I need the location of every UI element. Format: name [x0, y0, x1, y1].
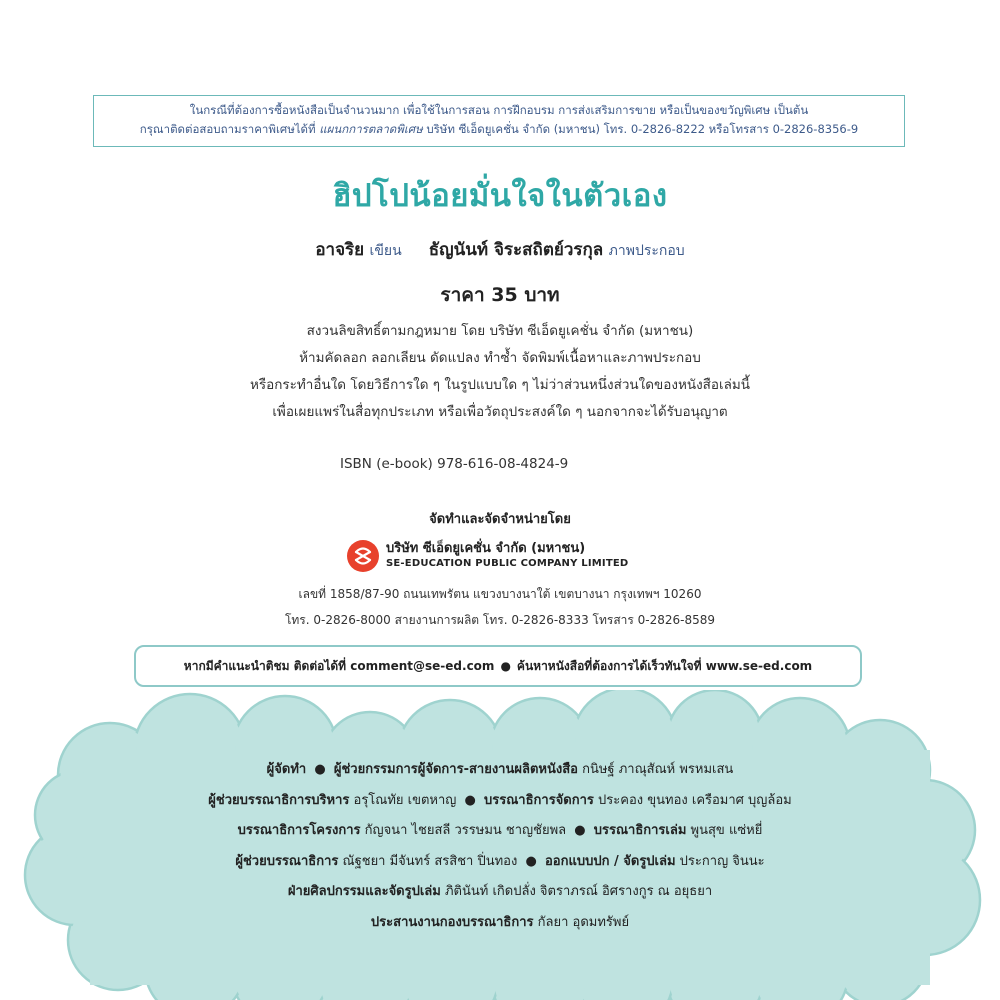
phone-line: โทร. 0-2826-8000 สายงานการผลิต โทร. 0-2826-8333 โทรสาร 0-2826-8589 — [284, 613, 716, 627]
publisher-logo-block — [346, 538, 628, 574]
staff-label: ฝ่ายศิลปกรรมและจัดรูปเล่ม — [287, 884, 441, 899]
staff-label: ผู้ช่วยกรรมการผู้จัดการ-สายงานผลิตหนังสือ — [333, 762, 578, 777]
website-contact: ค้นหาหนังสือที่ต้องการได้เร็วทันใจที่ www.se-ed.com — [516, 658, 813, 673]
bullet-separator: ● — [500, 659, 511, 673]
bullet-separator: ● — [574, 823, 586, 838]
staff-names: อรุโณทัย เขตหาญ — [349, 792, 457, 808]
staff-names: ภิตินันท์ เกิดปลั่ง จิตราภรณ์ อิศรางกูร ณ อยุธยา — [440, 884, 713, 899]
notice-line-2 — [94, 120, 904, 139]
staff-names: พูนสุข แซ่หยี่ — [686, 823, 763, 838]
author-role: เขียน — [369, 243, 402, 259]
notice-line-2-prefix: กรุณาติดต่อสอบถามราคาพิเศษได้ที่ — [139, 122, 320, 136]
author-name: อาจริย — [315, 240, 365, 260]
address-line: เลขที่ 1858/87-90 ถนนเทพรัตน แขวงบางนาใต้ เขตบางนา กรุงเทพฯ 10260 — [298, 587, 702, 601]
staff-label: ออกแบบปก / จัดรูปเล่ม — [544, 853, 676, 869]
notice-line-1: ในกรณีที่ต้องการซื้อหนังสือเป็นจำนวนมาก เพื่อใช้ในการสอน การฝึกอบรม การส่งเสริมการขาย หรือเป็นของขวัญพิเศษ เป็นต้น — [189, 103, 809, 117]
publisher-name-thai: บริษัท ซีเอ็ดยูเคชั่น จำกัด (มหาชน) — [386, 541, 586, 556]
publisher-name-english: SE-EDUCATION PUBLIC COMPANY LIMITED — [386, 558, 629, 569]
illustrator-role: ภาพประกอบ — [608, 243, 685, 259]
staff-names: กัลยา อุดมทรัพย์ — [533, 914, 630, 930]
contact-box — [134, 645, 862, 687]
copyright-line: ห้ามคัดลอก ลอกเลียน ดัดแปลง ทำซ้ำ จัดพิมพ์เนื้อหาและภาพประกอบ — [299, 350, 701, 366]
distributor-heading: จัดทำและจัดจำหน่ายโดย — [429, 512, 571, 527]
staff-row — [0, 816, 1000, 847]
special-marketing-department: แผนกการตลาดพิเศษ — [319, 122, 423, 136]
staff-row — [0, 847, 1000, 878]
credits-line — [0, 236, 1000, 263]
feedback-contact: หากมีคำแนะนำติชม ติดต่อได้ที่ comment@se-ed.com — [183, 658, 495, 673]
staff-label: บรรณาธิการโครงการ — [237, 823, 361, 838]
staff-row — [0, 755, 1000, 786]
notice-line-2-suffix: บริษัท ซีเอ็ดยูเคชั่น จำกัด (มหาชน) โทร. 0-2826-8222 หรือโทรสาร 0-2826-8356-9 — [422, 122, 859, 136]
copyright-line: เพื่อเผยแพร่ในสื่อทุกประเภท หรือเพื่อวัตถุประสงค์ใด ๆ นอกจากจะได้รับอนุญาต — [272, 404, 728, 420]
staff-row — [0, 908, 1000, 939]
staff-names: ประกาญ จินนะ — [675, 853, 765, 869]
bullet-separator: ● — [525, 853, 537, 869]
staff-names: กัญจนา ไชยสลี วรรษมน ชาญชัยพล — [360, 823, 567, 838]
copyright-line: สงวนลิขสิทธิ์ตามกฎหมาย โดย บริษัท ซีเอ็ดยูเคชั่น จำกัด (มหาชน) — [306, 323, 694, 339]
book-title: ฮิปโปน้อยมั่นใจในตัวเอง — [332, 178, 668, 214]
staff-credits — [0, 755, 1000, 938]
staff-names: ณัฐชยา มีจันทร์ สรสิชา ปิ่นทอง — [338, 853, 518, 869]
staff-names: ประคอง ขุนทอง เครือมาศ บุญล้อม — [593, 792, 792, 808]
staff-row — [0, 786, 1000, 817]
copyright-line: หรือกระทำอื่นใด โดยวิธีการใด ๆ ในรูปแบบใด ๆ ไม่ว่าส่วนหนึ่งส่วนใดของหนังสือเล่มนี้ — [249, 377, 751, 393]
staff-label: ผู้ช่วยบรรณาธิการบริหาร — [208, 792, 350, 808]
publisher-address — [0, 581, 1000, 633]
staff-row — [0, 877, 1000, 908]
price-label: ราคา 35 บาท — [440, 284, 560, 306]
staff-label: ผู้จัดทำ — [266, 762, 307, 777]
staff-label: บรรณาธิการจัดการ — [484, 792, 594, 808]
staff-names: กนิษฐ์ ภาณุสัณห์ พรหมเสน — [577, 762, 734, 777]
isbn: ISBN (e-book) 978-616-08-4824-9 — [340, 456, 569, 472]
publisher-name — [386, 541, 628, 571]
staff-label: บรรณาธิการเล่ม — [593, 823, 687, 838]
bulk-order-notice — [93, 95, 905, 147]
se-ed-logo-icon — [346, 539, 380, 573]
staff-label: ประสานงานกองบรรณาธิการ — [370, 914, 534, 930]
illustrator-name: ธัญนันท์ จิระสถิตย์วรกุล — [428, 240, 604, 260]
bullet-separator: ● — [314, 762, 326, 777]
bullet-separator: ● — [464, 792, 476, 808]
staff-label: ผู้ช่วยบรรณาธิการ — [235, 853, 339, 869]
copyright-statement — [0, 318, 1000, 426]
